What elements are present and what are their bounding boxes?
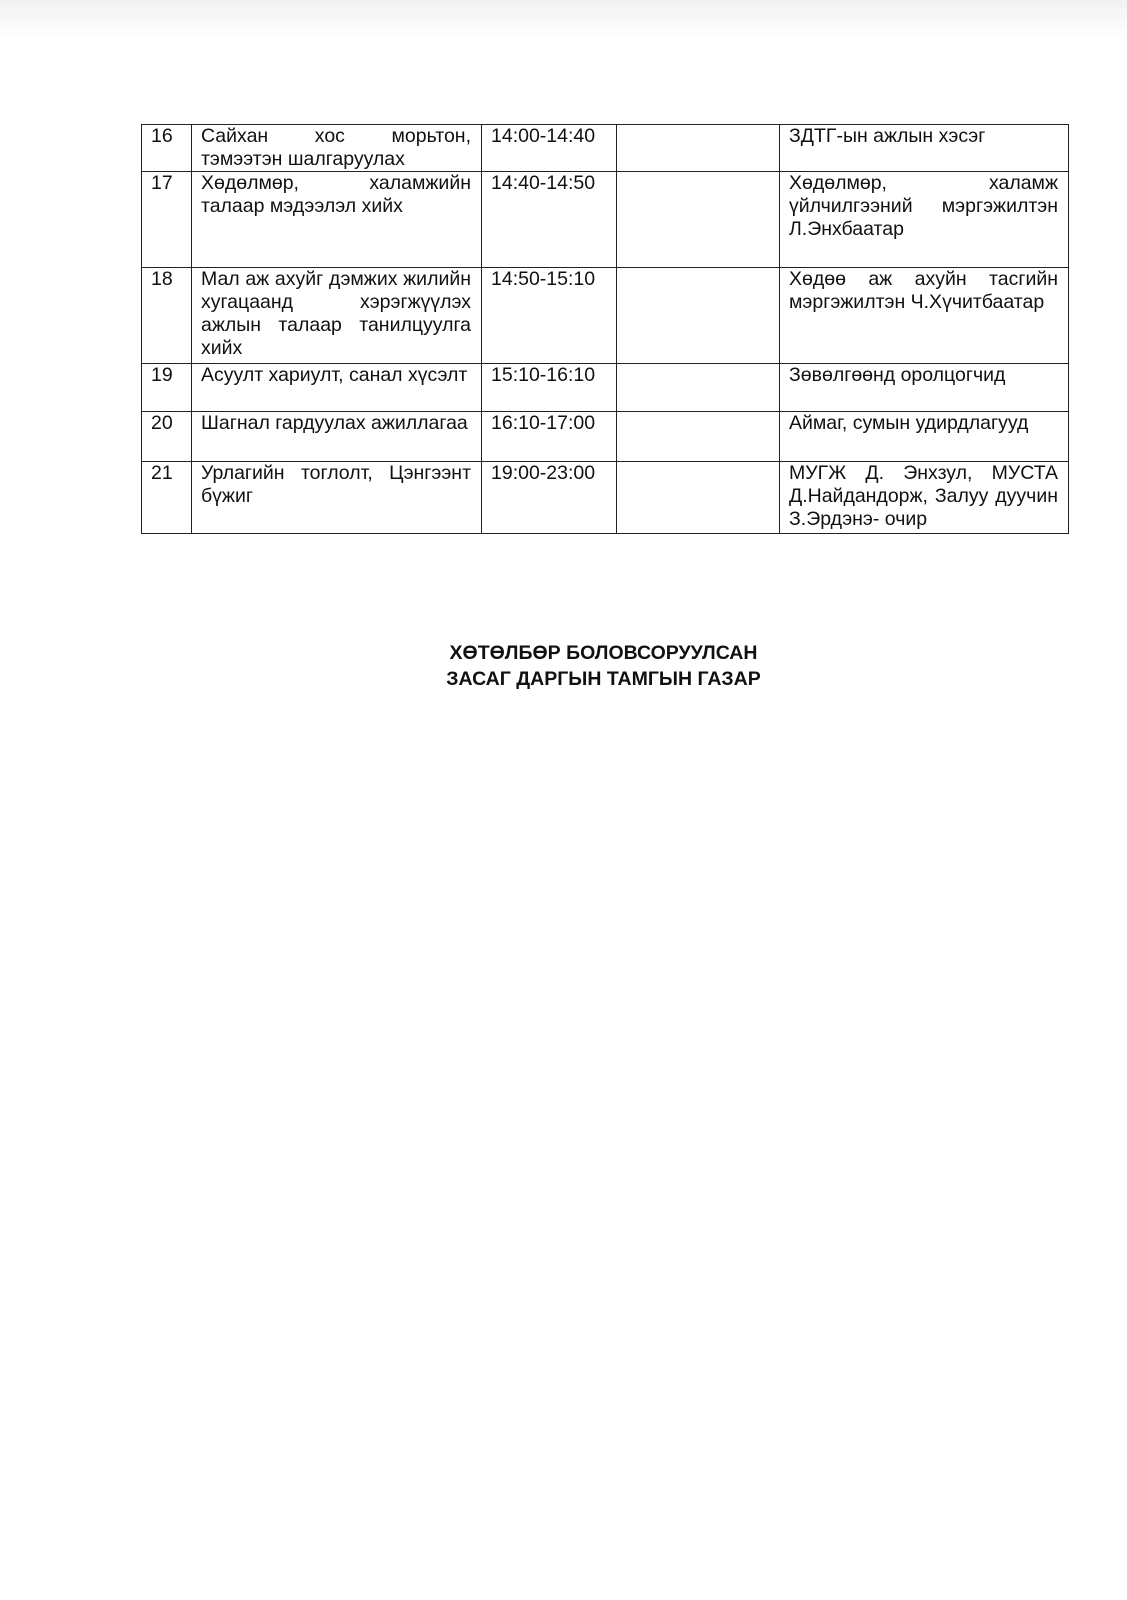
row-responsible: Хөдөлмөр, халамж үйлчилгээний мэргэжилтэн Л.Энхбаатар xyxy=(780,172,1069,268)
row-blank-cell xyxy=(617,172,780,268)
row-responsible: ЗДТГ-ын ажлын хэсэг xyxy=(780,125,1069,172)
row-time: 15:10-16:10 xyxy=(482,364,617,412)
row-number: 17 xyxy=(142,172,192,268)
table-row xyxy=(142,125,1069,172)
footer-line-1: ХӨТӨЛБӨР БОЛОВСОРУУЛСАН xyxy=(449,642,758,664)
row-activity: Урлагийн тоглолт, Цэнгээнт бүжиг xyxy=(192,462,482,534)
row-activity: Сайхан хос морьтон, тэмээтэн шалгаруулах xyxy=(192,125,482,172)
row-blank-cell xyxy=(617,268,780,364)
row-responsible: Хөдөө аж ахуйн тасгийн мэргэжилтэн Ч.Хүчитбаатар xyxy=(780,268,1069,364)
row-responsible: Зөвөлгөөнд оролцогчид xyxy=(780,364,1069,412)
row-time: 14:50-15:10 xyxy=(482,268,617,364)
row-time: 14:00-14:40 xyxy=(482,125,617,172)
row-activity: Хөдөлмөр, халамжийн талаар мэдээлэл хийх xyxy=(192,172,482,268)
row-blank-cell xyxy=(617,125,780,172)
row-activity: Мал аж ахуйг дэмжих жилийн хугацаанд хэрэгжүүлэх ажлын талаар танилцуулга хийх xyxy=(192,268,482,364)
program-author-block xyxy=(0,640,1127,692)
table-row xyxy=(142,268,1069,364)
table-row xyxy=(142,364,1069,412)
footer-line-2: ЗАСАГ ДАРГЫН ТАМГЫН ГАЗАР xyxy=(446,668,761,690)
row-responsible: МУГЖ Д. Энхзул, МУСТА Д.Найдандорж, Залуу дуучин З.Эрдэнэ- очир xyxy=(780,462,1069,534)
row-activity: Асуулт хариулт, санал хүсэлт xyxy=(192,364,482,412)
row-number: 18 xyxy=(142,268,192,364)
row-number: 16 xyxy=(142,125,192,172)
schedule-table xyxy=(141,124,1069,534)
row-number: 19 xyxy=(142,364,192,412)
scan-edge-shadow xyxy=(0,0,1127,40)
row-blank-cell xyxy=(617,412,780,462)
row-activity: Шагнал гардуулах ажиллагаа xyxy=(192,412,482,462)
table-row xyxy=(142,172,1069,268)
row-time: 14:40-14:50 xyxy=(482,172,617,268)
row-blank-cell xyxy=(617,364,780,412)
row-number: 21 xyxy=(142,462,192,534)
table-row xyxy=(142,462,1069,534)
row-blank-cell xyxy=(617,462,780,534)
table-row xyxy=(142,412,1069,462)
row-number: 20 xyxy=(142,412,192,462)
row-time: 16:10-17:00 xyxy=(482,412,617,462)
row-responsible: Аймаг, сумын удирдлагууд xyxy=(780,412,1069,462)
row-time: 19:00-23:00 xyxy=(482,462,617,534)
